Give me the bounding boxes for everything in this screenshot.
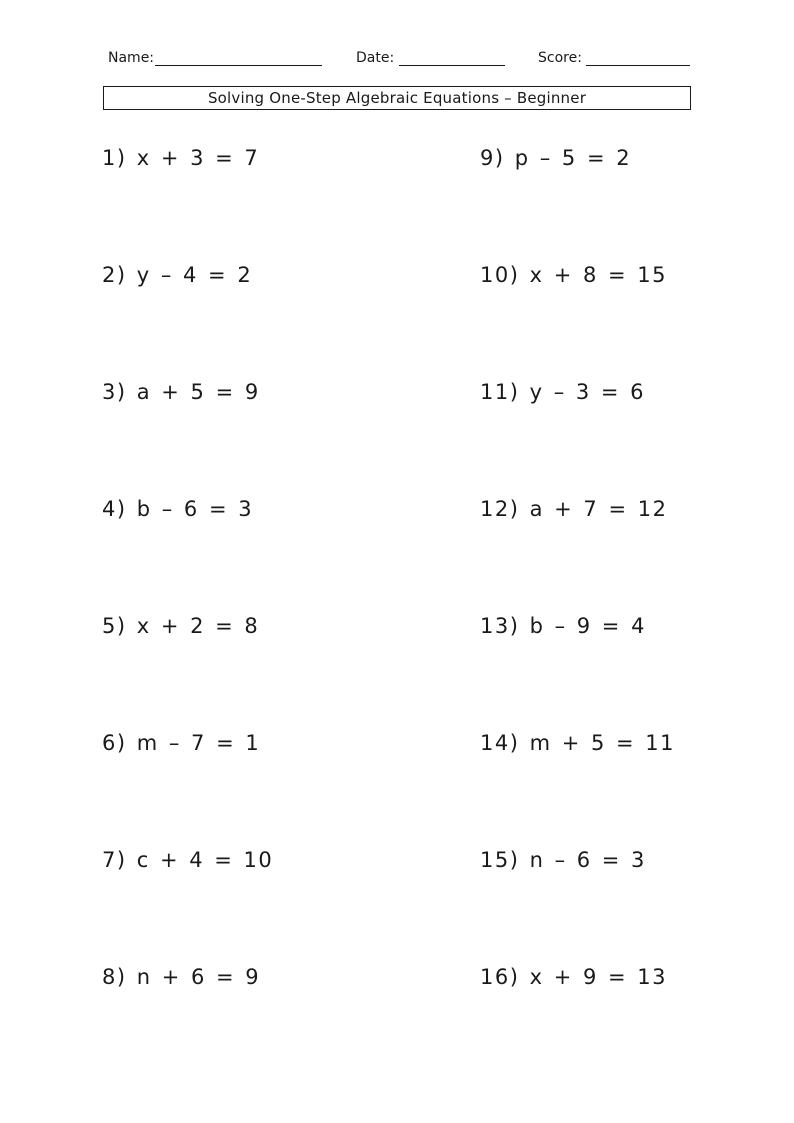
problem-10: 10) x + 8 = 15 [480, 263, 667, 287]
problem-1: 1) x + 3 = 7 [102, 146, 260, 170]
problem-3: 3) a + 5 = 9 [102, 380, 260, 404]
name-label: Name: [108, 50, 155, 66]
problem-16: 16) x + 9 = 13 [480, 965, 667, 989]
problem-9: 9) p – 5 = 2 [480, 146, 632, 170]
problem-8: 8) n + 6 = 9 [102, 965, 261, 989]
problem-6: 6) m – 7 = 1 [102, 731, 261, 755]
problem-5: 5) x + 2 = 8 [102, 614, 260, 638]
problem-12: 12) a + 7 = 12 [480, 497, 668, 521]
problem-11: 11) y – 3 = 6 [480, 380, 646, 404]
problem-15: 15) n – 6 = 3 [480, 848, 646, 872]
problem-7: 7) c + 4 = 10 [102, 848, 274, 872]
date-label: Date: [356, 50, 395, 66]
problem-13: 13) b – 9 = 4 [480, 614, 646, 638]
score-label: Score: [538, 50, 582, 66]
problem-2: 2) y – 4 = 2 [102, 263, 253, 287]
problem-4: 4) b – 6 = 3 [102, 497, 254, 521]
worksheet-title: Solving One-Step Algebraic Equations – Beginner [207, 89, 587, 107]
problem-14: 14) m + 5 = 11 [480, 731, 676, 755]
problem-column-left [102, 143, 273, 1079]
problem-column-right [480, 143, 675, 1079]
